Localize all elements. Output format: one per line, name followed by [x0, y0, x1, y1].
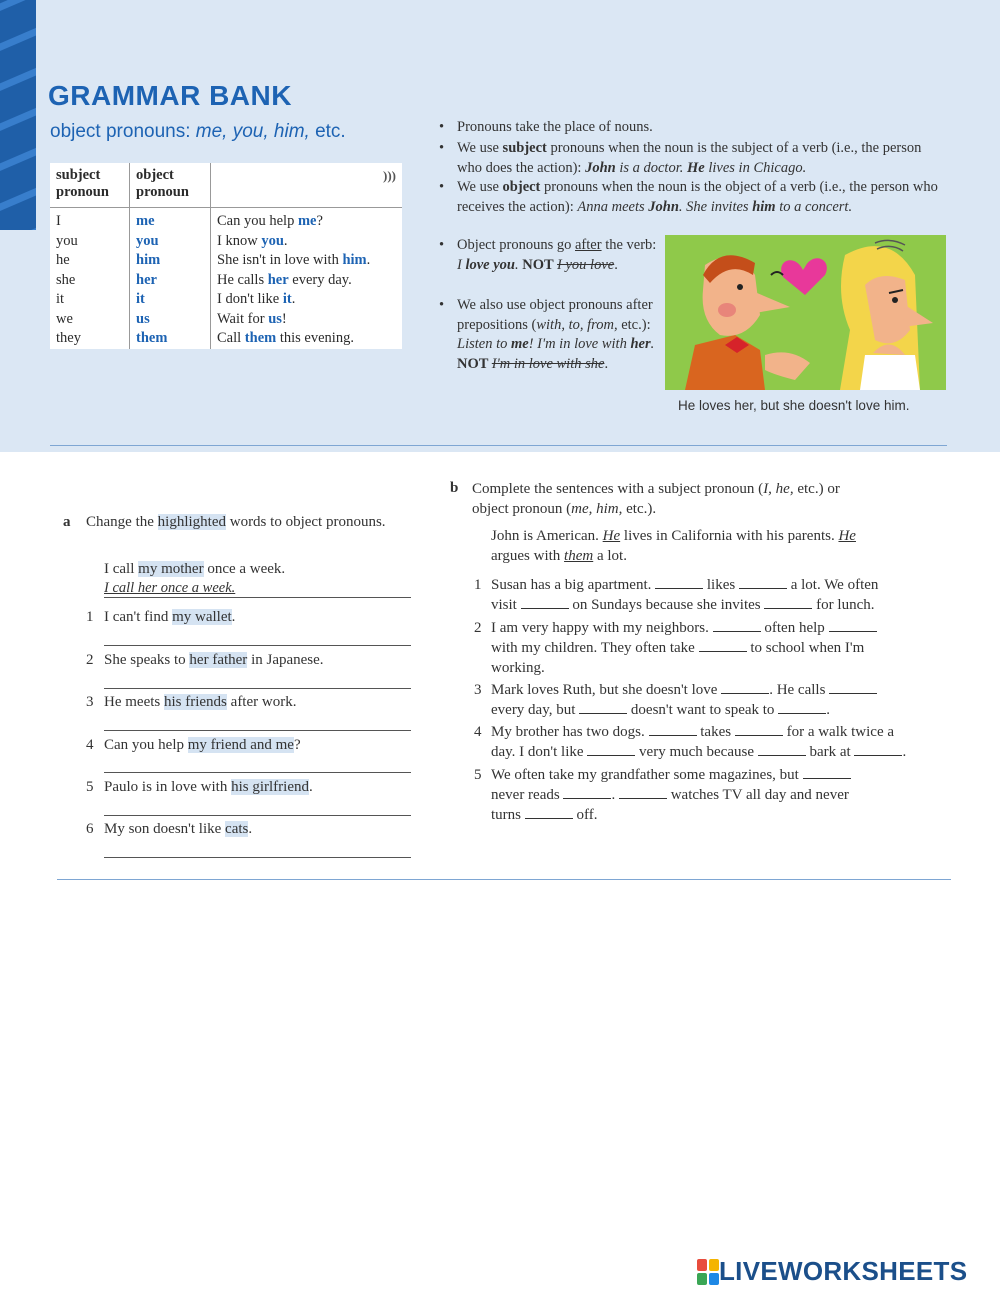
blank-input[interactable] — [525, 808, 573, 819]
table-row — [50, 329, 402, 349]
answer-input-3[interactable] — [104, 730, 411, 731]
exercise-b-item: 2 I am very happy with my neighbors. often help with my children. They often take to school when I'm working. — [474, 618, 944, 678]
logo-text: LIVEWORKSHEETS — [719, 1256, 968, 1286]
exercise-a-example-answer: I call her once a week. — [104, 580, 236, 596]
example-cell: I don't like it. — [217, 291, 296, 308]
blank-input[interactable] — [803, 768, 851, 779]
blank-input[interactable] — [739, 578, 787, 589]
exercise-a-example: I call my mother once a week. — [104, 561, 286, 577]
blank-input[interactable] — [829, 683, 877, 694]
exercise-a-item: 6 My son doesn't like cats. — [86, 821, 253, 837]
blank-input[interactable] — [829, 621, 877, 632]
exercise-b-item: 4 My brother has two dogs. takes for a walk twice a day. I don't like very much because bark at . — [474, 724, 907, 760]
blank-input[interactable] — [649, 725, 697, 736]
blank-input[interactable] — [699, 641, 747, 652]
exercise-a-item: 2 She speaks to her father in Japanese. — [86, 652, 324, 668]
object-cell: him — [130, 251, 211, 271]
section-divider — [57, 879, 951, 880]
section-divider — [50, 445, 947, 446]
rule-bullet: • We also use object pronouns after prepositions (with, to, from, etc.): Listen to me! I'm in love with her. NOT I'm in love with she. — [439, 297, 655, 372]
subject-cell: I — [50, 208, 130, 232]
exercise-b-item: 5 We often take my grandfather some magazines, but never reads . watches TV all day and never turns off. — [474, 767, 849, 823]
blank-input[interactable] — [521, 598, 569, 609]
exercise-a-item: 4 Can you help my friend and me? — [86, 737, 301, 753]
liveworksheets-logo — [697, 1256, 967, 1287]
table-row — [50, 271, 402, 291]
blank-input[interactable] — [764, 598, 812, 609]
answer-input-4[interactable] — [104, 772, 411, 773]
logo-icon — [697, 1259, 719, 1285]
object-cell: you — [130, 232, 211, 252]
subject-pronoun-header: subject pronoun — [50, 163, 130, 208]
subject-cell: he — [50, 251, 130, 271]
table-row — [50, 251, 402, 271]
blank-input[interactable] — [778, 703, 826, 714]
subject-cell: we — [50, 310, 130, 330]
exercise-a-item: 5 Paulo is in love with his girlfriend. — [86, 779, 313, 795]
blank-input[interactable] — [619, 788, 667, 799]
example-cell: He calls her every day. — [217, 271, 352, 288]
rule-bullet: • We use subject pronouns when the noun is the subject of a verb (i.e., the person who does the action): John is a doctor. He lives in Chicago. — [439, 140, 922, 176]
exercise-b-instructions: Complete the sentences with a subject pronoun (I, he, etc.) or object pronoun (me, him, etc.). — [472, 481, 840, 517]
example-cell: Can you help me? — [217, 213, 323, 230]
object-cell: me — [130, 208, 211, 232]
answer-input-1[interactable] — [104, 645, 411, 646]
exercise-a-instructions: Change the highlighted words to object pronouns. — [86, 514, 386, 530]
object-cell: us — [130, 310, 211, 330]
decorative-stripe — [0, 0, 36, 230]
blank-input[interactable] — [758, 745, 806, 756]
blank-input[interactable] — [579, 703, 627, 714]
object-cell: it — [130, 290, 211, 310]
subject-cell: they — [50, 329, 130, 349]
blank-input[interactable] — [721, 683, 769, 694]
subject-cell: you — [50, 232, 130, 252]
object-cell: her — [130, 271, 211, 291]
table-row — [50, 208, 402, 232]
exercise-a-item: 1 I can't find my wallet. — [86, 609, 236, 625]
object-pronoun-header: object pronoun — [130, 163, 211, 208]
exercise-a-letter: a — [63, 514, 71, 530]
answer-input-2[interactable] — [104, 688, 411, 689]
audio-icon[interactable]: ))) — [383, 168, 396, 183]
example-header — [211, 163, 403, 208]
answer-input-6[interactable] — [104, 857, 411, 858]
blank-input[interactable] — [655, 578, 703, 589]
answer-line — [104, 597, 411, 598]
blank-input[interactable] — [713, 621, 761, 632]
exercise-b-item: 1 Susan has a big apartment. likes a lot. We often visit on Sundays because she invites for lunch. — [474, 577, 879, 613]
pronoun-table — [50, 163, 402, 349]
blank-input[interactable] — [735, 725, 783, 736]
illustration-caption: He loves her, but she doesn't love him. — [678, 398, 910, 413]
section-subtitle: object pronouns: me, you, him, etc. — [50, 121, 346, 142]
rule-bullet: • Pronouns take the place of nouns. — [439, 119, 653, 135]
blank-input[interactable] — [563, 788, 611, 799]
rule-bullet: • Object pronouns go after the verb: I love you. NOT I you love. — [439, 237, 657, 273]
table-row — [50, 310, 402, 330]
love-illustration — [665, 235, 946, 390]
subject-cell: she — [50, 271, 130, 291]
exercise-b-letter: b — [450, 480, 459, 496]
subject-cell: it — [50, 290, 130, 310]
example-cell: Call them this evening. — [217, 330, 354, 347]
exercise-b-example: John is American. He lives in California with his parents. He argues with them a lot. — [491, 528, 856, 564]
example-cell: I know you. — [217, 232, 288, 249]
table-header-row — [50, 163, 402, 208]
exercise-a-item: 3 He meets his friends after work. — [86, 694, 297, 710]
page-title: GRAMMAR BANK — [48, 80, 292, 111]
example-cell: Wait for us! — [217, 310, 287, 327]
answer-input-5[interactable] — [104, 815, 411, 816]
table-row — [50, 290, 402, 310]
table-row — [50, 232, 402, 252]
object-cell: them — [130, 329, 211, 349]
blank-input[interactable] — [587, 745, 635, 756]
exercise-b-item: 3 Mark loves Ruth, but she doesn't love . He calls every day, but doesn't want to speak to . — [474, 680, 944, 720]
blank-input[interactable] — [854, 745, 902, 756]
rule-bullet: • We use object pronouns when the noun is the object of a verb (i.e., the person who receives the action): Anna meets John. She invites him to a concert. — [439, 179, 938, 215]
example-cell: She isn't in love with him. — [217, 252, 371, 269]
